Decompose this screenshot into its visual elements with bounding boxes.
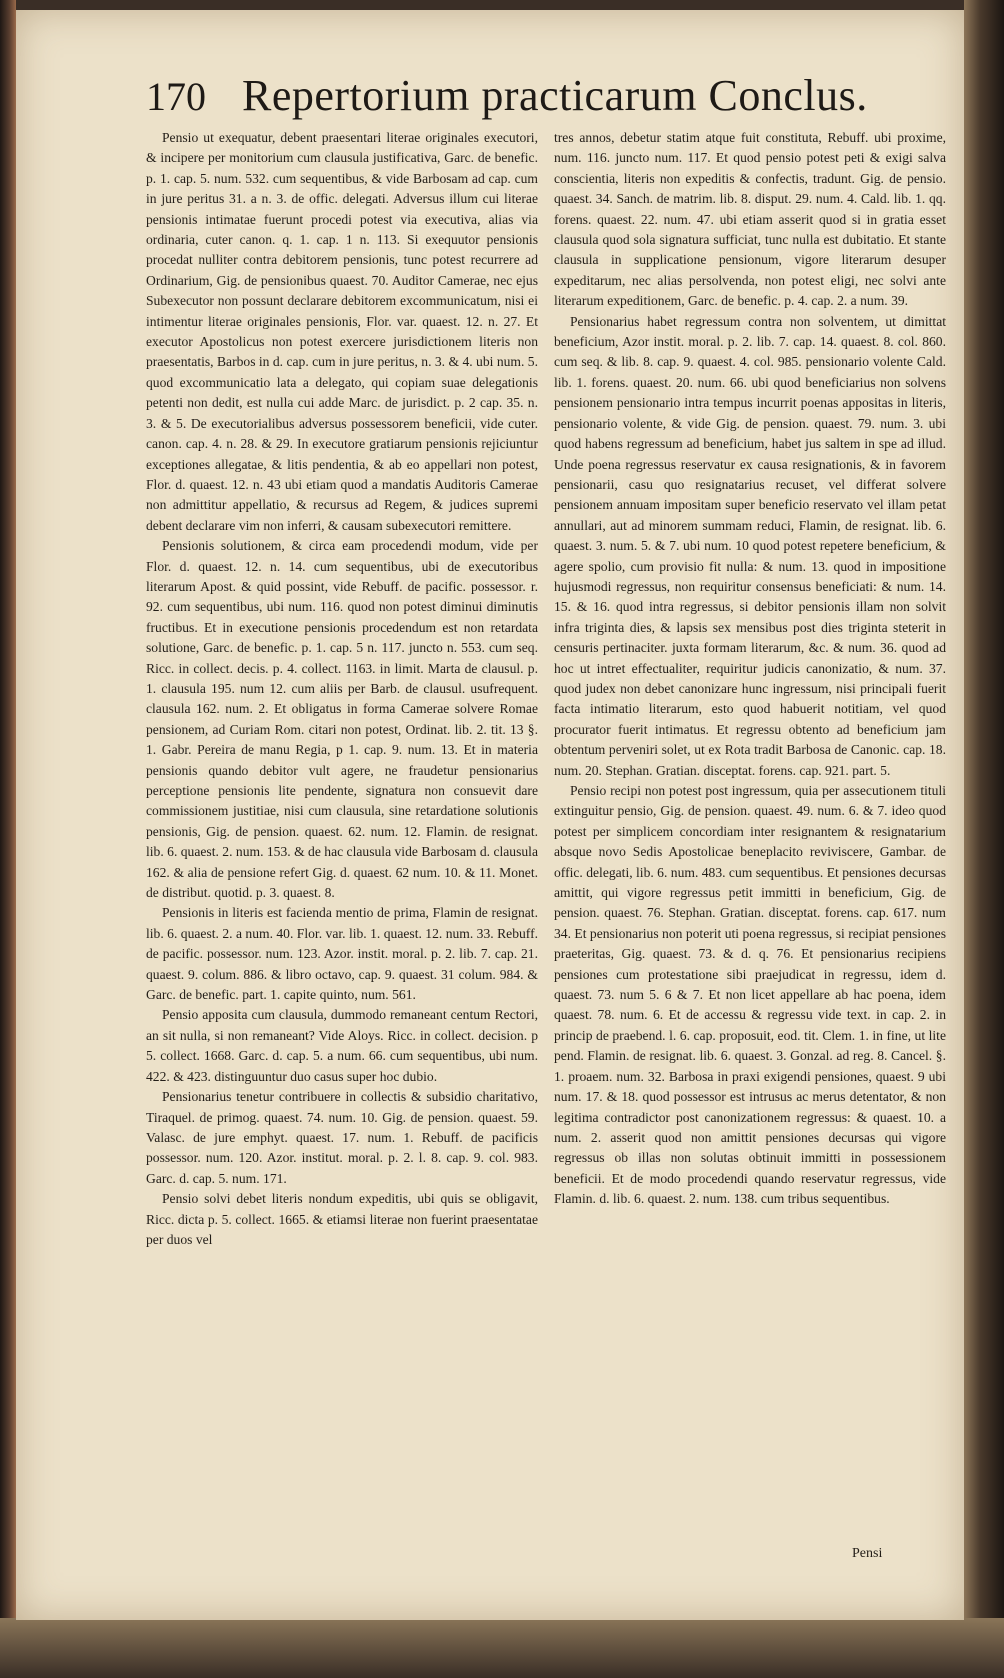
printed-page — [16, 10, 964, 1620]
paragraph: tres annos, debetur statim atque fuit constituta, Rebuff. ubi proxime, num. 116. juncto num. 117. Et quod pensio potest peti & exigi salva conscientia, literis non expeditis & confectis, tradunt. Gig. de pensio. quaest. 34. Sanch. de matrim. lib. 8. disput. 29. num. 4. Cald. lib. 1. qq. forens. quaest. 22. num. 47. ubi etiam asserit quod si in gratia esset clausula quod sola signatura sufficiat, tunc nulla est dubitatio. Et stante clausula in supplicatione pensionum, vigore literarum desuper expeditarum, nec alias persolvenda, non potest eligi, nec solvi ante literarum expeditionem, Garc. de benefic. p. 4. cap. 2. a num. 39. — [554, 130, 946, 309]
page-header — [146, 70, 946, 130]
paragraph: Pensio solvi debet literis nondum expeditis, ubi quis se obligavit, Ricc. dicta p. 5. collect. 1665. & etiamsi literae non fuerint praesentatae per duos vel — [146, 1191, 538, 1247]
paragraph: Pensionarius habet regressum contra non solventem, ut dimittat beneficium, Azor instit. moral. p. 2. lib. 7. cap. 14. quaest. 8. col. 860. cum seq. & lib. 8. cap. 9. quaest. 4. col. 985. pensionario volente Cald. lib. 1. forens. quaest. 20. num. 66. ubi quod beneficiarius non solvens pensionem pensionario intra tempus incurrit poenas appositas in literis, pensionario volente, & vide Gig. de pension. quaest. 79. num. 3. ubi quod habens regressum ad beneficium, habet jus saltem in spe ad illud. Unde poena regressus reservatur ex causa resignationis, & in favorem pensionarii, casu quo resignatarius recuset, vel differat solvere pensionem annuam impositam super beneficio reservato vel illam petat annullari, aut ad minorem summam reduci, Flamin, de resignat. lib. 6. quaest. 3. num. 5. & 7. ubi num. 10 quod potest repetere beneficium, & agere spolio, cum provisio fit nulla: & num. 13. quod in impositione hujusmodi regressus, non requiritur consensus beneficiati: & num. 14. 15. & 16. quod intra regressus, si debitor pensionis illam non solvit infra triginta dies, & lapsis sex mensibus post dies triginta steterit in censuris pertinaciter. juxta formam literarum, &c. & num. 36. quod ad hoc ut intret effectualiter, requiritur judicis canonizatio, & num. 37. quod judex non debet canonizare hunc ingressum, nisi principali fuerit facta intimatio literarum, esto quod habuerit notitiam, vel quod procurator fuerit intimatus. Et regressu obtento ad beneficium jam obtentum perveniri solet, ut ex Rota tradit Barbosa de Canonic. cap. 18. num. 20. Stephan. Gratian. disceptat. forens. cap. 921. part. 5. — [554, 313, 946, 778]
paragraph: Pensionis solutionem, & circa eam procedendi modum, vide per Flor. d. quaest. 12. n. 14. cum sequentibus, ubi de executoribus literarum Apost. & quid possint, vide Rebuff. de pacific. possessor. r. 92. cum sequentibus, ubi num. 116. quod non potest diminui diminutis fructibus. Et in executione pensionis procedendum est non retardata solutione, Garc. de benefic. p. 1. cap. 5 n. 117. juncto n. 553. cum seq. Ricc. in collect. decis. p. 4. collect. 1163. in limit. Marta de clausul. p. 1. clausula 195. num 12. cum aliis per Barb. de clausul. usufrequent. clausula 162. num. 2. Et obligatus in forma Camerae solvere Romae pensionem, ad Curiam Rom. citari non potest, Ordinat. lib. 2. tit. 13 §. 1. Gabr. Pereira de manu Regia, p 1. cap. 9. num. 13. Et in materia pensionis quando debitor vult agere, ne fraudetur pensionarius perceptione pensionis lite pendente, signatura non consuevit dare commissionem justitiae, nisi cum clausula, sine retardatione solutionis pensionis, Gig. de pension. quaest. 62. num. 12. Flamin. de resignat. lib. 6. quaest. 2. num. 153. & de hac clausula vide Barbosam d. clausula 162. & alia de pensione refert Gig. d. quaest. 62 num. 10. & 11. Monet. de distribut. quotid. p. 3. quaest. 8. — [146, 538, 538, 901]
right-column — [554, 128, 946, 1210]
paragraph: Pensionis in literis est facienda mentio de prima, Flamin de resignat. lib. 6. quaest. 2. a num. 40. Flor. var. lib. 1. quaest. 12. num. 33. Rebuff. de pacific. possessor. num. 123. Azor. instit. moral. p. 2. lib. 7. cap. 21. quaest. 9. colum. 886. & libro octavo, cap. 9. quaest. 31 colum. 984. & Garc. de benefic. part. 1. capite quinto, num. 561. — [146, 905, 538, 1003]
catchword: Pensi — [852, 1546, 883, 1561]
paragraph: Pensio ut exequatur, debent praesentari literae originales executori, & incipere per monitorium cum clausula justificativa, Garc. de benefic. p. 1. cap. 5. num. 532. cum sequentibus, & vide Barbosam ad cap. cum in jure peritus 31. a n. 3. de offic. delegati. Adversus illum cui literae pensionis intimatae fuerunt procedi potest via executiva, alias via ordinaria, cuter canon. q. 1. cap. 1 n. 113. Si exequutor pensionis procedat nulliter contra debitorem pensionis, tunc potest recurrere ad Ordinarium, Gig. de pensionibus quaest. 70. Auditor Camerae, nec ejus Subexecutor non possunt declarare debitorem excommunicatum, nisi ei intimentur literae originales pensionis, Flor. var. quaest. 12. n. 27. Et executor Apostolicus non potest exercere jurisdictionem literis non praesentatis, Barbos in d. cap. cum in jure peritus, n. 3. & 4. ubi num. 5. quod excommunicatio lata a delegato, qui copiam suae delegationis petenti non dedit, est nulla cui adde Marc. de jurisdict. p. 2 cap. 35. n. 3. & 5. De executorialibus adversus possessorem beneficii, vide cuter. canon. cap. 4. n. 28. & 29. In executore gratiarum pensionis rejiciuntur exceptiones allegatae, & litis pendentia, & ab eo appellari non potest, Flor. d. quaest. 12. n. 43 ubi etiam quod a mandatis Auditoris Camerae non admittitur appellatio, & recursus ad Regem, & judices supremi debent declarare vim non inferri, & causam subexecutori remittere. — [146, 130, 538, 533]
binding-edge — [0, 0, 16, 1678]
page-edge-right — [964, 0, 1004, 1678]
page-edge-bottom — [0, 1618, 1004, 1678]
left-column — [146, 128, 538, 1250]
paragraph: Pensionarius tenetur contribuere in collectis & subsidio charitativo, Tiraquel. de primog. quaest. 74. num. 10. Gig. de pension. quaest. 59. Valasc. de jure emphyt. quaest. 17. num. 1. Rebuff. de pacificis possessor. num. 120. Azor. institut. moral. p. 2. l. 8. cap. 9. col. 983. Garc. d. cap. 5. num. 171. — [146, 1089, 538, 1186]
running-title: Repertorium practicarum Conclus. — [242, 71, 868, 120]
paragraph: Pensio recipi non potest post ingressum, quia per assecutionem tituli extinguitur pensio, Gig. de pension. quaest. 49. num. 6. & 7. ideo quod potest per simplicem concordiam inter resignantem & resignatarium absque novo Sedis Apostolicae beneplacito reviviscere, Gambar. de offic. delegati, lib. 6. num. 483. cum sequentibus. Et pensiones decursas amittit, qui vigore regressus petit immitti in beneficium, Gig. de pension. quaest. 76. Stephan. Gratian. disceptat. forens. cap. 617. num 34. Et pensionarius non poterit uti poena regressus, si recipiat pensiones praeteritas, Gig. quaest. 73. & d. q. 76. Et pensionarius recipiens pensiones cum protestatione sibi praejudicat in regressu, idem d. quaest. 73. num 5. 6 & 7. Et non licet appellare ab hac poena, idem quaest. 78. num. 6. Et de accessu & regressu vide text. in cap. 2. in princip de praebend. l. 6. cap. proposuit, eod. tit. Clem. 1. in fine, ut lite pend. Flamin. de resignat. lib. 6. quaest. 3. Gonzal. ad reg. 8. Cancel. §. 1. proaem. num. 32. Barbosa in praxi exigendi pensiones, quaest. 9 ubi num. 17. & 18. quod possessor est intrusus ac merus detentator, & non legitima contradictor post canonizationem regressus: & quaest. 10. a num. 2. asserit quod non amittit pensiones decursas qui vigore regressus ob illas non solutas obtinuit immitti in possessionem beneficii. Et de modo procedendi quando reservatur regressus, vide Flamin. d. lib. 6. quaest. 2. num. 138. cum tribus sequentibus. — [554, 783, 947, 1207]
page-number: 170 — [146, 74, 206, 119]
paragraph: Pensio apposita cum clausula, dummodo remaneant centum Rectori, an sit nulla, si non remaneant? Vide Aloys. Ricc. in collect. decision. p 5. collect. 1668. Garc. d. cap. 5. a num. 66. cum sequentibus, ubi num. 422. & 423. distinguuntur duo casus super hoc dubio. — [146, 1007, 538, 1084]
